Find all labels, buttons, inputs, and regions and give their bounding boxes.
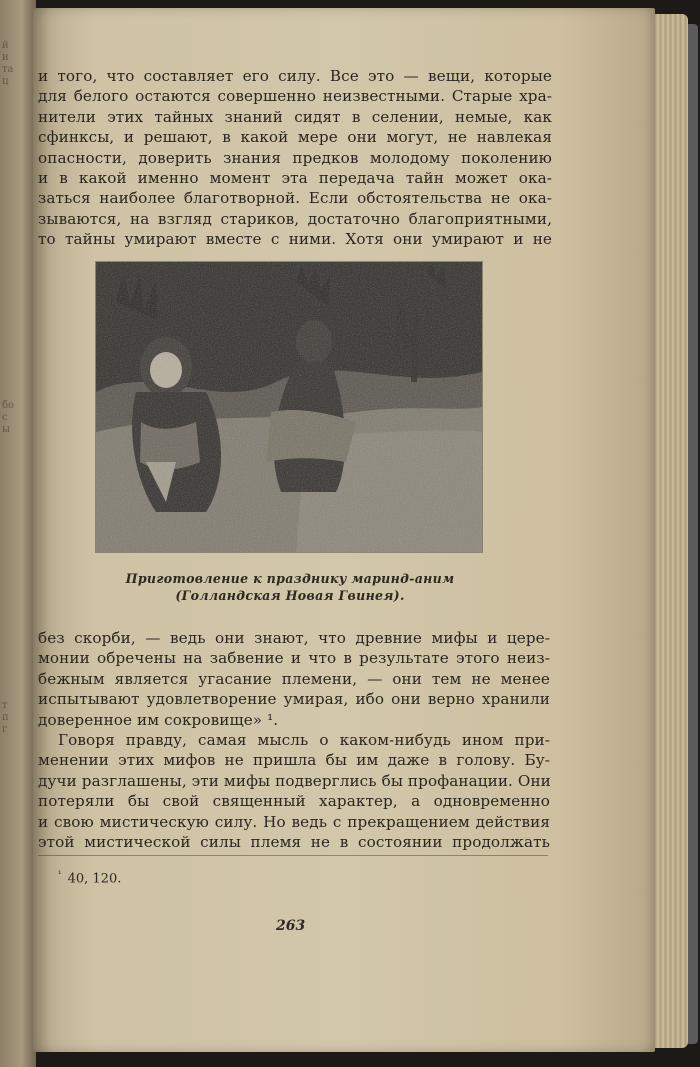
text-line: и свою мистическую силу. Но ведь с прекращением действия: [38, 812, 550, 831]
figure-caption-line1: Приготовление к празднику маринд-аним: [125, 571, 455, 586]
footnote-separator: [38, 855, 548, 856]
left-page-edge: й и та ц бо с ы т п г: [0, 0, 36, 1067]
figure-photo: [96, 262, 482, 552]
text-line: зываются, на взгляд стариков, достаточно благоприятными,: [38, 209, 552, 228]
text-line: доверенное им сокровище» ¹.: [38, 710, 279, 729]
text-line: опасности, доверить знания предков молодому поколению: [38, 148, 552, 167]
text-line: и в какой именно момент эта передача тайн может ока-: [38, 169, 552, 188]
page-number: 263: [276, 918, 306, 934]
text-line: Говоря правду, самая мысль о каком-нибудь ином при-: [58, 731, 550, 750]
footnote-text: 40, 120.: [67, 871, 122, 887]
text-line: сфинксы, и решают, в какой мере они могут, не навлекая: [38, 128, 552, 147]
figure-caption-line2: (Голландская Новая Гвинея).: [175, 588, 405, 603]
text-line: испытывают удовлетворение умирая, ибо они верно хранили: [38, 690, 550, 709]
text-line: менении этих мифов не пришла бы им даже в голову. Бу-: [38, 751, 550, 770]
page-edges: [652, 14, 688, 1048]
lower-paragraphs: [38, 628, 550, 852]
footnote-marker: ¹: [58, 870, 62, 880]
text-line: потеряли бы свой священный характер, а одновременно: [38, 792, 550, 811]
text-line: то тайны умирают вместе с ними. Хотя они умирают и не: [38, 230, 552, 249]
text-line: этой мистической силы племя не в состоянии продолжать: [38, 833, 550, 852]
text-line: заться наиболее благотворной. Если обстоятельства не ока-: [38, 189, 552, 208]
text-line: монии обречены на забвение и что в результате этого неиз-: [38, 649, 550, 668]
top-paragraph: [38, 66, 552, 250]
footnote: [58, 870, 121, 886]
text-line: для белого остаются совершенно неизвестными. Старые хра-: [38, 87, 552, 106]
text-line: бежным является угасание племени, — они тем не менее: [38, 669, 550, 688]
text-line: дучи разглашены, эти мифы подверглись бы профанации. Они: [38, 771, 551, 790]
text-line: и того, что составляет его силу. Все это — вещи, которые: [38, 67, 552, 85]
text-line: нители этих тайных знаний сидят в селении, немые, как: [38, 107, 552, 126]
text-line: без скорби, — ведь они знают, что древние мифы и цере-: [38, 629, 550, 647]
